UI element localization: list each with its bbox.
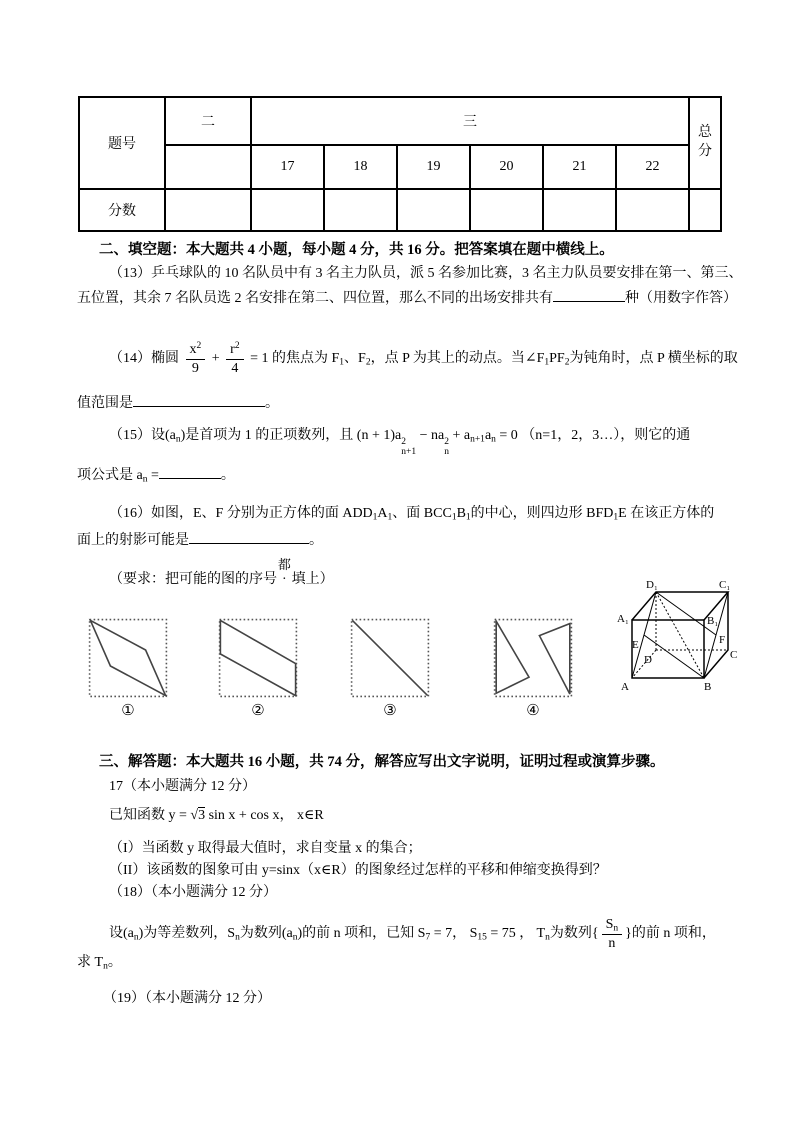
table-empty-cell: [165, 189, 251, 231]
cube-figure: [616, 556, 740, 705]
section3-heading: 三、解答题：本大题共 16 小题，共 74 分，解答应写出文字说明，证明过程或演算步骤。: [99, 754, 665, 770]
section2-heading: 二、填空题：本大题共 4 小题，每小题 4 分，共 16 分。把答案填在题中横线上。: [99, 242, 614, 258]
cube-label-a1: A₁: [617, 613, 629, 625]
question-16-requirement: （要求：把可能的图的序号 都 · 填上）: [109, 557, 334, 587]
cube-label-d1: D₁: [646, 579, 658, 591]
table-empty-cell: [324, 189, 397, 231]
option-figure-3: [350, 618, 430, 707]
option-figure-3-label: ③: [383, 703, 397, 719]
cube-label-b: B: [704, 681, 712, 693]
table-empty-cell: [616, 189, 689, 231]
cube-label-c: C: [730, 649, 738, 661]
cube-label-f: F: [719, 634, 726, 646]
table-header-total-score: 总分: [689, 97, 721, 189]
option-figure-2-label: ②: [251, 703, 265, 719]
question-13-line2: 五位置，其余 7 名队员选 2 名安排在第二、四位置，那么不同的出场安排共有 种（用数字作答）: [77, 287, 737, 308]
option-figure-4: [493, 618, 573, 707]
table-col-18: 18: [324, 145, 397, 189]
table-empty-cell: [470, 189, 543, 231]
question-15-line2: 项公式是 $a_n$ = 。: [77, 464, 235, 485]
cube-label-a: A: [621, 681, 629, 693]
question-16-line2: 面上的射影可能是 。: [77, 529, 323, 550]
table-col-20: 20: [470, 145, 543, 189]
table-col-22: 22: [616, 145, 689, 189]
question-17-heading: 17（本小题满分 12 分）: [109, 779, 256, 794]
question-15-line1: （15）设$(a_n)$是首项为 1 的正项数列，且 (n + 1)a 2 n+1 − na 2 n + $a_{n+1}a_n = 0$ （n=1，2，3…），则它的通: [109, 428, 691, 457]
question-17-function: 已知函数 y = √3 sin x + cos x， x∈R: [109, 808, 324, 823]
table-header-score: 分数: [79, 189, 165, 231]
table-empty-cell: [689, 189, 721, 231]
table-header-section-two: 二: [165, 97, 251, 145]
table-col-19: 19: [397, 145, 470, 189]
table-empty-cell: [165, 145, 251, 189]
cube-label-e: E: [632, 639, 639, 651]
question-14-line1: （14）椭圆 $\frac{x^2}{9}$ + $\frac{r^2}{4}$ = 1 的焦点为 $F_1$、$F_2$，点 P 为其上的动点。当$\angle F_1PF_2$为钝角时，点 P 横坐标的取: [109, 340, 738, 376]
cube-label-d: D: [644, 654, 652, 666]
option-figure-1-label: ①: [121, 703, 135, 719]
question-17-part2: （II）该函数的图象可由 y=sinx（x∈R）的图象经过怎样的平移和伸缩变换得到？: [109, 863, 607, 878]
table-col-21: 21: [543, 145, 616, 189]
option-figure-1-drawing: [88, 618, 168, 702]
question-14-line2: 值范围是 。: [77, 392, 279, 413]
cube-label-b1: B₁: [707, 615, 719, 627]
question-16-line1: （16）如图，E、F 分别为正方体的面 $ADD_1A_1$、面 $BCC_1B_1$的中心，则四边形 $BFD_1E$ 在该正方体的: [109, 506, 715, 523]
cube-drawing: [616, 556, 740, 700]
table-empty-cell: [543, 189, 616, 231]
question-18-line2: 求 $T_n$。: [77, 955, 122, 972]
cube-label-c1: C₁: [719, 579, 731, 591]
table-empty-cell: [251, 189, 324, 231]
option-figure-1: [88, 618, 168, 707]
option-figure-3-drawing: [350, 618, 430, 702]
option-figure-2: [218, 618, 298, 707]
table-col-17: 17: [251, 145, 324, 189]
table-header-question-number: 题号: [79, 97, 165, 189]
question-19-heading: （19）（本小题满分 12 分）: [103, 991, 271, 1006]
table-empty-cell: [397, 189, 470, 231]
question-18-heading: （18）（本小题满分 12 分）: [109, 885, 277, 900]
option-figure-4-drawing: [493, 618, 573, 702]
question-18-line1: 设$(a_n)$为等差数列，$S_n$为数列$(a_n)$的前 n 项和，已知 $S_7 = 7$， $S_{15} = 75$ ， $T_n$为数列{ $\frac{S_n}{n}$ }的前 n 项和，: [109, 917, 716, 951]
question-13-line1: （13）乒乓球队的 10 名队员中有 3 名主力队员，派 5 名参加比赛，3 名主力队员要安排在第一、第三、: [109, 266, 743, 281]
question-17-part1: （I）当函数 y 取得最大值时，求自变量 x 的集合；: [109, 841, 422, 856]
option-figure-2-drawing: [218, 618, 298, 702]
table-header-section-three: 三: [251, 97, 689, 145]
score-table: [78, 96, 722, 232]
option-figure-4-label: ④: [526, 703, 540, 719]
